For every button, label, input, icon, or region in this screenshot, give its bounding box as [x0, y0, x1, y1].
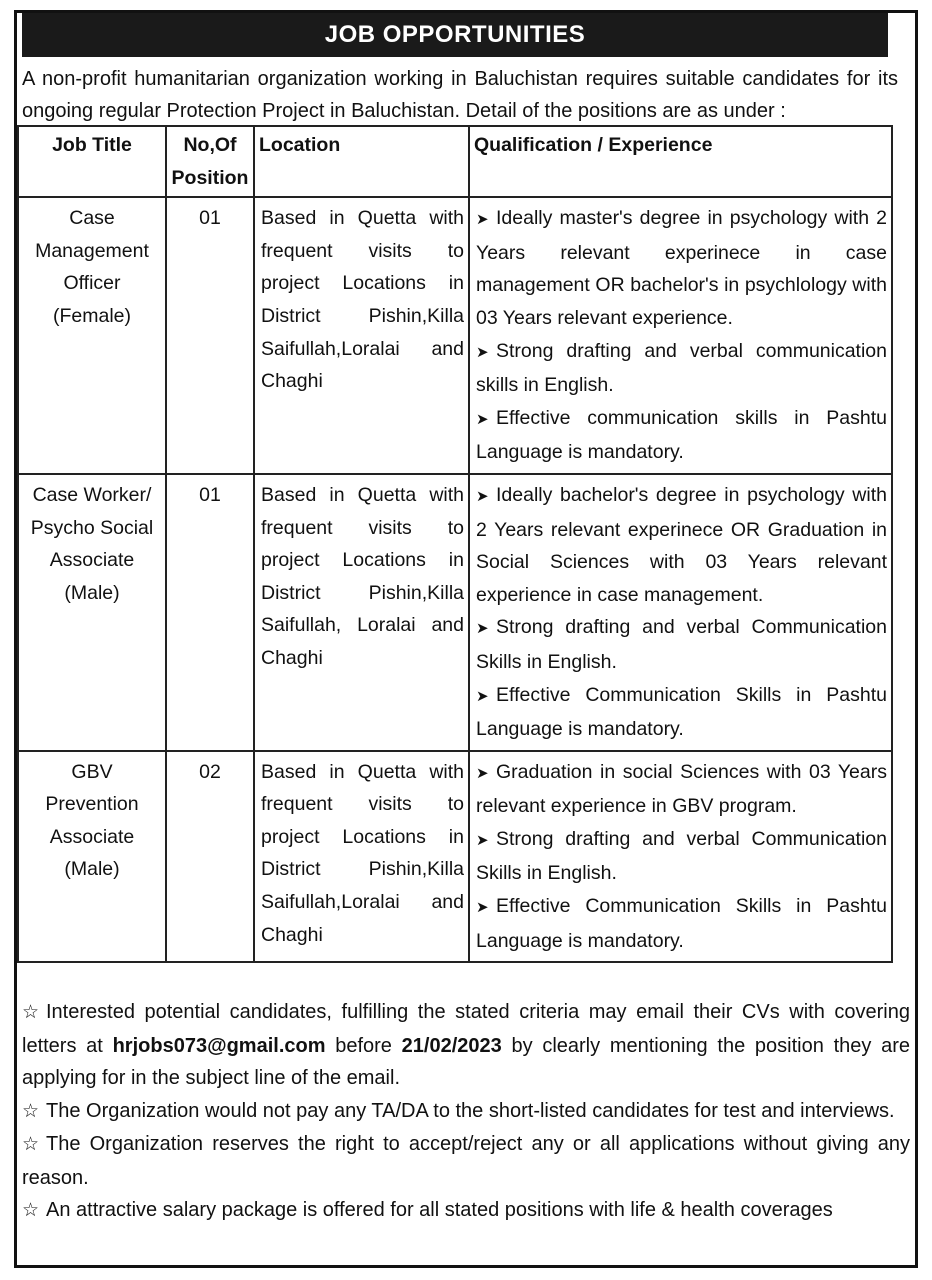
- qualification-item: [476, 679, 887, 746]
- diamond-arrow-bullet-icon: ➤: [476, 487, 489, 505]
- table-row: [18, 474, 892, 751]
- qualification-item: [476, 756, 887, 823]
- deadline-date: 21/02/2023: [401, 1034, 502, 1057]
- note-apply: [22, 996, 910, 1095]
- qualification-cell: [469, 751, 892, 963]
- note-text: by clearly mentioning the position they are applying for in the subject line of the email.: [22, 1034, 910, 1089]
- diamond-arrow-bullet-icon: ➤: [476, 764, 489, 782]
- qualification-item: [476, 402, 887, 469]
- qualification-text: Effective Communication Skills in Pashtu Language is mandatory.: [476, 683, 887, 741]
- location-cell: Based in Quetta with frequent visits to project Locations in District Pishin,Killa Saifullah,Loralai and Chaghi: [254, 751, 469, 963]
- diamond-arrow-bullet-icon: ➤: [476, 620, 489, 638]
- header-positions: No,Of Position: [166, 126, 254, 197]
- qualification-item: [476, 890, 887, 957]
- note-text: Interested potential candidates, fulfilling the stated criteria may email their CVs with covering letters at: [22, 1001, 910, 1057]
- qualification-text: Effective communication skills in Pashtu Language is mandatory.: [476, 406, 887, 464]
- diamond-arrow-bullet-icon: ➤: [476, 687, 489, 705]
- diamond-arrow-bullet-icon: ➤: [476, 410, 489, 428]
- diamond-arrow-bullet-icon: ➤: [476, 211, 489, 229]
- qualification-text: Strong drafting and verbal communication skills in English.: [476, 339, 887, 397]
- table-header-row: [18, 126, 892, 197]
- note-text: The Organization would not pay any TA/DA to the short-listed candidates for test and interviews.: [46, 1099, 895, 1122]
- star-outline-icon: ☆: [22, 1002, 40, 1023]
- intro-text: A non-profit humanitarian organization working in Baluchistan requires suitable candidates for its ongoing regular Protection Project in Baluchistan. Detail of the positions are as under :: [22, 68, 898, 122]
- qualification-cell: [469, 197, 892, 474]
- positions-cell: 01: [166, 197, 254, 474]
- qualification-cell: [469, 474, 892, 751]
- qualification-item: [476, 479, 887, 611]
- header-qualification: Qualification / Experience: [469, 126, 892, 197]
- note-item: [22, 1128, 910, 1194]
- notes-section: [22, 996, 910, 1228]
- positions-cell: 02: [166, 751, 254, 963]
- qualification-item: [476, 335, 887, 402]
- jobs-table: [17, 125, 893, 963]
- job-title-cell: GBV Prevention Associate (Male): [18, 751, 166, 963]
- note-text: The Organization reserves the right to accept/reject any or all applications without giving any reason.: [22, 1133, 910, 1189]
- qualification-text: Ideally master's degree in psychology with 2 Years relevant experinece in case management OR bachelor's in psychlology with 03 Years relevant experience.: [476, 207, 887, 329]
- table-row: [18, 197, 892, 474]
- qualification-text: Strong drafting and verbal Communication Skills in English.: [476, 827, 887, 885]
- diamond-arrow-bullet-icon: ➤: [476, 831, 489, 849]
- header-location: Location: [254, 126, 469, 197]
- star-outline-icon: ☆: [22, 1100, 40, 1122]
- star-outline-icon: ☆: [22, 1200, 40, 1221]
- qualification-text: Effective Communication Skills in Pashtu Language is mandatory.: [476, 895, 887, 952]
- job-title-cell: Case Worker/ Psycho Social Associate (Male): [18, 474, 166, 751]
- positions-cell: 01: [166, 474, 254, 751]
- note-text: An attractive salary package is offered for all stated positions with life & health coverages: [46, 1199, 833, 1221]
- star-outline-icon: ☆: [22, 1134, 40, 1155]
- header-job-title: Job Title: [18, 126, 166, 197]
- note-text: before: [335, 1034, 392, 1057]
- qualification-item: [476, 823, 887, 890]
- note-item: [22, 1194, 910, 1228]
- qualification-text: Strong drafting and verbal Communication Skills in English.: [476, 616, 887, 673]
- page-title: JOB OPPORTUNITIES: [22, 13, 888, 57]
- diamond-arrow-bullet-icon: ➤: [476, 899, 489, 917]
- contact-email[interactable]: hrjobs073@gmail.com: [112, 1034, 326, 1057]
- qualification-text: Graduation in social Sciences with 03 Years relevant experience in GBV program.: [476, 760, 887, 818]
- location-cell: Based in Quetta with frequent visits to project Locations in District Pishin,Killa Saifullah, Loralai and Chaghi: [254, 474, 469, 751]
- job-title-cell: Case Management Officer (Female): [18, 197, 166, 474]
- note-item: [22, 1095, 910, 1129]
- location-cell: Based in Quetta with frequent visits to project Locations in District Pishin,Killa Saifullah,Loralai and Chaghi: [254, 197, 469, 474]
- qualification-item: [476, 202, 887, 334]
- diamond-arrow-bullet-icon: ➤: [476, 343, 489, 361]
- qualification-item: [476, 611, 887, 678]
- qualification-text: Ideally bachelor's degree in psychology with 2 Years relevant experinece OR Graduation in Social Sciences with 03 Years relevant experience in case management.: [476, 483, 887, 606]
- table-row: [18, 751, 892, 963]
